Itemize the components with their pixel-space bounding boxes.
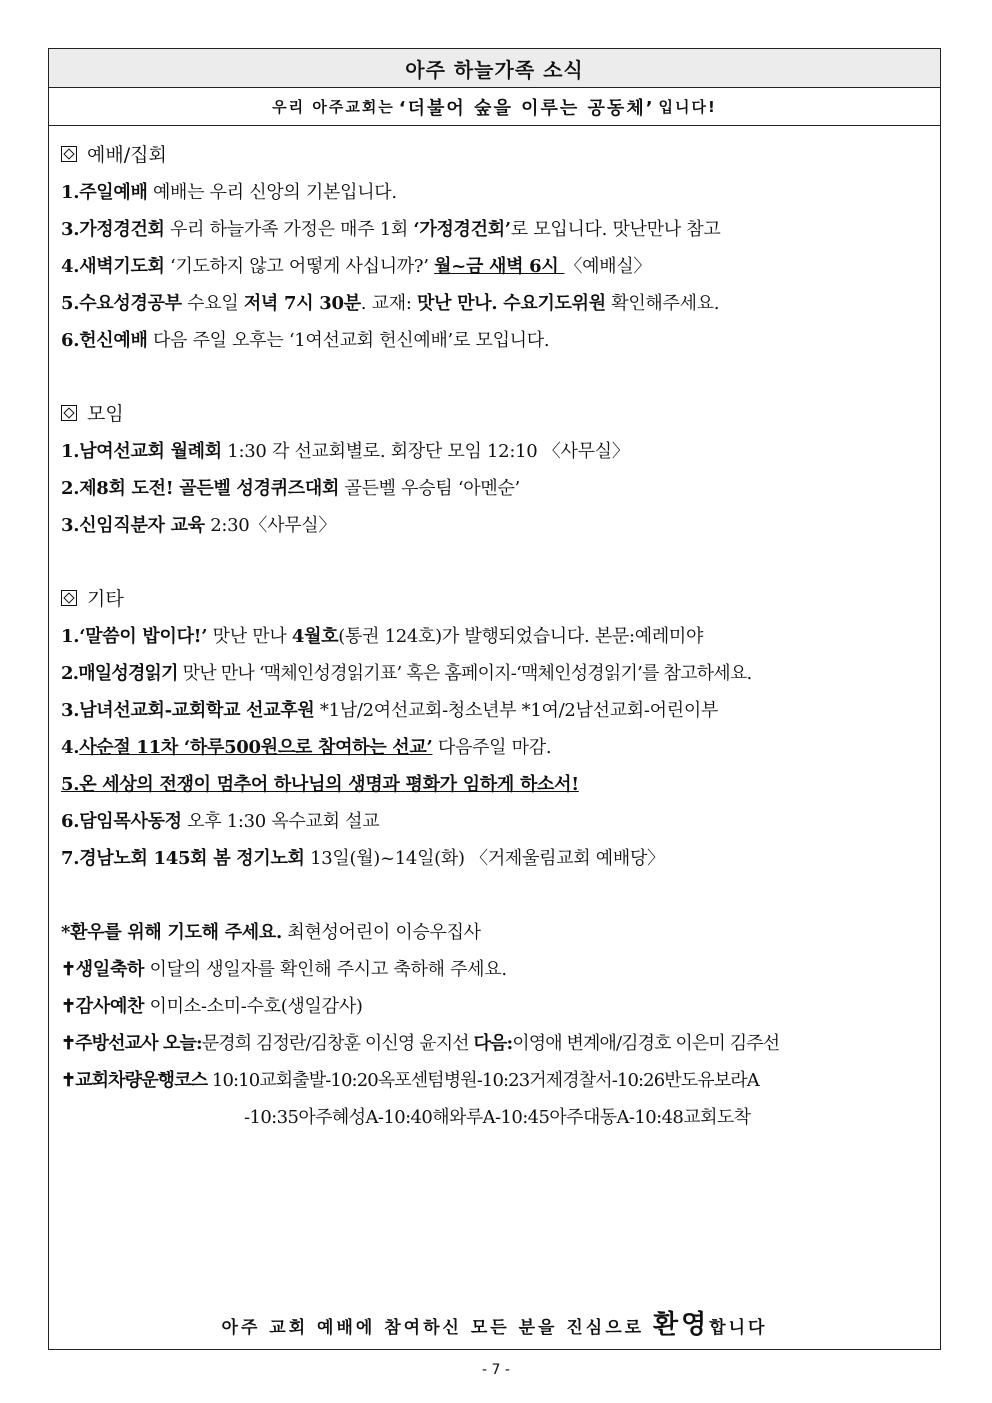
page-title: 아주 하늘가족 소식 [49, 49, 940, 88]
bulletin-frame [48, 48, 941, 1350]
etc-item-5: 5.온 세상의 전쟁이 멈추어 하나님의 생명과 평화가 임하게 하소서! [61, 774, 579, 795]
diamond-box-icon [61, 590, 77, 606]
closing-message: 아주 교회 예배에 참여하신 모든 분을 진심으로 환영합니다 [221, 1310, 768, 1340]
etc-item-4: 4.사순절 11차 ‘하루500원으로 참여하는 선교’ 다음주일 마감. [61, 737, 552, 758]
diamond-box-icon [61, 405, 77, 421]
etc-item-3: 3.남녀선교회-교회학교 선교후원 *1남/2여선교회-청소년부 *1여/2남선교회-어린이부 [61, 700, 719, 721]
etc-item-7: 7.경남노회 145회 봄 정기노회 13일(월)~14일(화) 〈거제울림교회 예배당〉 [61, 848, 665, 869]
meeting-item-3: 3.신임직분자 교육 2:30〈사무실〉 [61, 515, 337, 536]
meeting-item-2: 2.제8회 도전! 골든벨 성경퀴즈대회 골든벨 우승팀 ‘아멘순’ [61, 478, 520, 499]
motto-pre: 우리 아주교회는 [272, 98, 395, 116]
motto [49, 88, 940, 126]
worship-item-5: 5.수요성경공부 수요일 저녁 7시 30분. 교재: 맛난 만나. 수요기도위원 확인해주세요. [61, 293, 720, 314]
etc-item-6: 6.담임목사동정 오후 1:30 옥수교회 설교 [61, 811, 380, 832]
worship-item-3: 3.가정경건회 우리 하늘가족 가정은 매주 1회 ‘가정경건회’로 모입니다. 맛난만나 참고 [61, 219, 721, 240]
section-worship-title: 예배/집회 [61, 137, 932, 174]
worship-item-6: 6.헌신예배 다음 주일 오후는 ‘1여선교회 헌신예배’로 모입니다. [61, 330, 550, 351]
note-prayer: *환우를 위해 기도해 주세요. 최현성어린이 이승우집사 [61, 922, 481, 943]
note-thanks: ✝감사예찬 이미소-소미-수호(생일감사) [61, 996, 363, 1017]
section-meetings-title: 모임 [61, 396, 932, 433]
note-shuttle-cont: -10:35아주혜성A-10:40해와루A-10:45아주대동A-10:48교회도착 [244, 1107, 751, 1128]
content [61, 137, 932, 1136]
worship-item-1: 1.주일예배 예배는 우리 신앙의 기본입니다. [61, 182, 397, 203]
meeting-item-1: 1.남여선교회 월례회 1:30 각 선교회별로. 회장단 모임 12:10 〈사무실〉 [61, 441, 630, 462]
section-etc-title: 기타 [61, 581, 932, 618]
note-birthday: ✝생일축하 이달의 생일자를 확인해 주시고 축하해 주세요. [61, 959, 507, 980]
motto-post: 입니다! [658, 98, 717, 116]
etc-item-2: 2.매일성경읽기 맛난 만나 ‘맥체인성경읽기표’ 혹은 홈페이지-‘맥체인성경읽기’를 참고하세요. [61, 663, 752, 684]
notes [61, 914, 932, 1136]
worship-item-4: 4.새벽기도회 ‘기도하지 않고 어떻게 사십니까?’ 월~금 새벽 6시 〈예배실〉 [61, 256, 652, 277]
note-shuttle: ✝교회차량운행코스 10:10교회출발-10:20옥포센텀병원-10:23거제경찰서-10:26반도유보라A [61, 1070, 759, 1091]
note-kitchen: ✝주방선교사 오늘:문경희 김정란/김창훈 이신영 윤지선 다음:이영애 변계애/김경호 이은미 김주선 [61, 1033, 780, 1054]
etc-item-1: 1.‘말씀이 밥이다!’ 맛난 만나 4월호(통권 124호)가 발행되었습니다. 본문:예레미야 [61, 626, 704, 647]
closing-welcome: 환영 [652, 1310, 710, 1340]
diamond-box-icon [61, 146, 77, 162]
page-number: - 7 - [482, 1362, 510, 1378]
motto-emphasis: ‘더불어 숲을 이루는 공동체’ [398, 97, 655, 119]
